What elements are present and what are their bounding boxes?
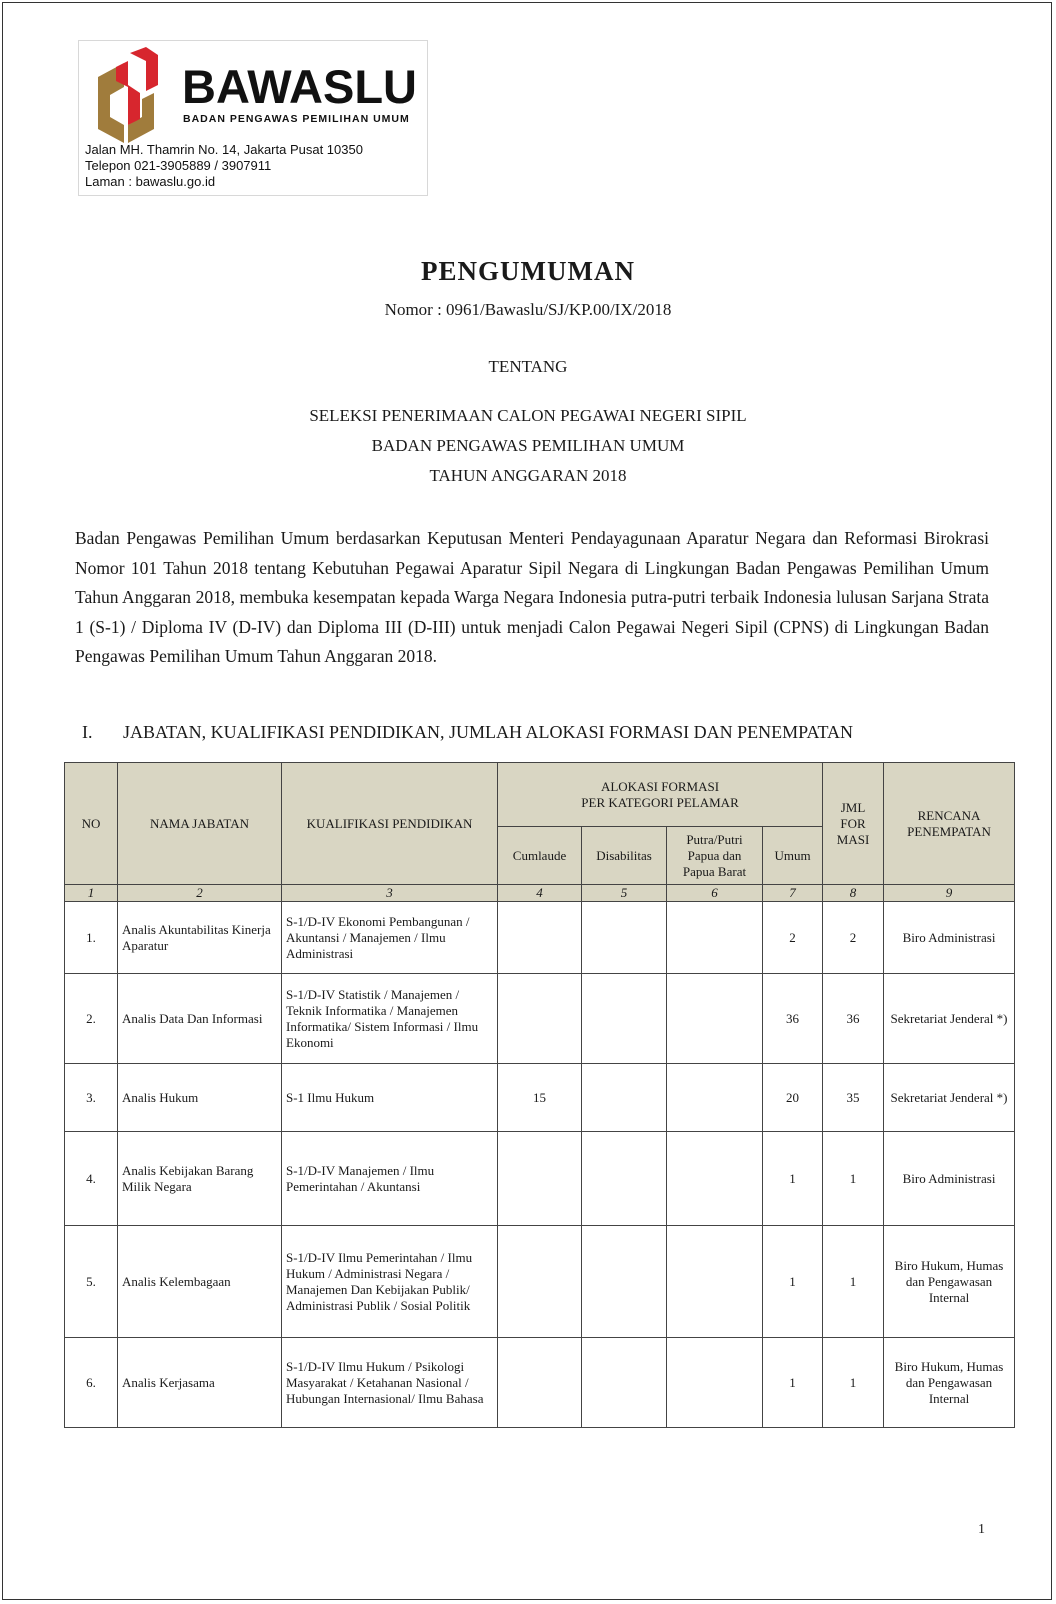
row-nama-jabatan: Analis Kelembagaan bbox=[118, 1226, 282, 1338]
row-umum: 20 bbox=[763, 1064, 823, 1132]
column-number: 8 bbox=[823, 885, 884, 902]
row-penempatan: Biro Administrasi bbox=[884, 1132, 1015, 1226]
subject-line: SELEKSI PENERIMAAN CALON PEGAWAI NEGERI SIPIL bbox=[309, 406, 747, 425]
row-number: 2. bbox=[65, 974, 118, 1064]
header-papua: Putra/Putri Papua dan Papua Barat bbox=[667, 827, 763, 885]
row-cumlaude bbox=[498, 1132, 582, 1226]
subject-line: TAHUN ANGGARAN 2018 bbox=[429, 466, 627, 485]
row-umum: 1 bbox=[763, 1338, 823, 1428]
table-row bbox=[65, 902, 1015, 974]
row-kualifikasi: S-1 Ilmu Hukum bbox=[282, 1064, 498, 1132]
row-jml-formasi: 2 bbox=[823, 902, 884, 974]
row-jml-formasi: 1 bbox=[823, 1226, 884, 1338]
row-disabilitas bbox=[582, 1064, 667, 1132]
column-number-row bbox=[65, 885, 1015, 902]
header-umum: Umum bbox=[763, 827, 823, 885]
row-kualifikasi: S-1/D-IV Ekonomi Pembangunan / Akuntansi / Manajemen / Ilmu Administrasi bbox=[282, 902, 498, 974]
row-penempatan: Biro Hukum, Humas dan Pengawasan Internal bbox=[884, 1226, 1015, 1338]
row-number: 4. bbox=[65, 1132, 118, 1226]
row-disabilitas bbox=[582, 902, 667, 974]
column-number: 6 bbox=[667, 885, 763, 902]
row-cumlaude bbox=[498, 974, 582, 1064]
row-penempatan: Sekretariat Jenderal *) bbox=[884, 1064, 1015, 1132]
header-jml-formasi bbox=[823, 763, 884, 885]
table-row bbox=[65, 1064, 1015, 1132]
header-disabilitas: Disabilitas bbox=[582, 827, 667, 885]
header-alokasi-line: PER KATEGORI PELAMAR bbox=[581, 794, 739, 810]
section-title: JABATAN, KUALIFIKASI PENDIDIKAN, JUMLAH ALOKASI FORMASI DAN PENEMPATAN bbox=[123, 722, 853, 742]
document-number: Nomor : 0961/Bawaslu/SJ/KP.00/IX/2018 bbox=[384, 300, 672, 319]
header-jml-line: JML bbox=[840, 799, 866, 815]
address-line: Jalan MH. Thamrin No. 14, Jakarta Pusat 10350 bbox=[85, 142, 363, 157]
column-number: 9 bbox=[884, 885, 1015, 902]
row-cumlaude bbox=[498, 1338, 582, 1428]
row-umum: 36 bbox=[763, 974, 823, 1064]
row-disabilitas bbox=[582, 1226, 667, 1338]
row-cumlaude bbox=[498, 1226, 582, 1338]
tentang-label: TENTANG bbox=[488, 357, 568, 376]
header-jml-line: MASI bbox=[836, 831, 870, 847]
row-number: 3. bbox=[65, 1064, 118, 1132]
formasi-table bbox=[64, 762, 1015, 1428]
row-disabilitas bbox=[582, 1338, 667, 1428]
header-alokasi bbox=[498, 763, 823, 827]
row-umum: 1 bbox=[763, 1132, 823, 1226]
header-kualifikasi: KUALIFIKASI PENDIDIKAN bbox=[282, 763, 498, 885]
website-line: Laman : bawaslu.go.id bbox=[85, 174, 216, 189]
row-umum: 1 bbox=[763, 1226, 823, 1338]
column-number: 3 bbox=[282, 885, 498, 902]
row-penempatan: Sekretariat Jenderal *) bbox=[884, 974, 1015, 1064]
section-number: I. bbox=[82, 722, 93, 742]
letterhead bbox=[78, 40, 428, 196]
row-kualifikasi: S-1/D-IV Manajemen / Ilmu Pemerintahan / Akuntansi bbox=[282, 1132, 498, 1226]
row-penempatan: Biro Hukum, Humas dan Pengawasan Internal bbox=[884, 1338, 1015, 1428]
brand-name: BAWASLU bbox=[182, 60, 417, 113]
row-papua bbox=[667, 1132, 763, 1226]
row-cumlaude bbox=[498, 902, 582, 974]
row-jml-formasi: 35 bbox=[823, 1064, 884, 1132]
row-penempatan: Biro Administrasi bbox=[884, 902, 1015, 974]
row-papua bbox=[667, 1338, 763, 1428]
row-papua bbox=[667, 902, 763, 974]
row-umum: 2 bbox=[763, 902, 823, 974]
row-papua bbox=[667, 974, 763, 1064]
row-disabilitas bbox=[582, 1132, 667, 1226]
row-nama-jabatan: Analis Kebijakan Barang Milik Negara bbox=[118, 1132, 282, 1226]
column-number: 2 bbox=[118, 885, 282, 902]
row-nama-jabatan: Analis Data Dan Informasi bbox=[118, 974, 282, 1064]
row-kualifikasi: S-1/D-IV Ilmu Pemerintahan / Ilmu Hukum / Administrasi Negara / Manajemen Dan Kebijakan Publik/ Administrasi Publik / Sosial Politik bbox=[282, 1226, 498, 1338]
row-jml-formasi: 1 bbox=[823, 1338, 884, 1428]
page-number: 1 bbox=[978, 1522, 985, 1537]
phone-line: Telepon 021-3905889 / 3907911 bbox=[85, 158, 272, 173]
header-jml-line: FOR bbox=[840, 815, 866, 831]
row-kualifikasi: S-1/D-IV Ilmu Hukum / Psikologi Masyarakat / Ketahanan Nasional / Hubungan Internasional/ Ilmu Bahasa bbox=[282, 1338, 498, 1428]
table-row bbox=[65, 1226, 1015, 1338]
column-number: 4 bbox=[498, 885, 582, 902]
row-kualifikasi: S-1/D-IV Statistik / Manajemen / Teknik Informatika / Manajemen Informatika/ Sistem Informasi / Ilmu Ekonomi bbox=[282, 974, 498, 1064]
row-jml-formasi: 36 bbox=[823, 974, 884, 1064]
column-number: 7 bbox=[763, 885, 823, 902]
column-number: 5 bbox=[582, 885, 667, 902]
row-nama-jabatan: Analis Akuntabilitas Kinerja Aparatur bbox=[118, 902, 282, 974]
row-nama-jabatan: Analis Hukum bbox=[118, 1064, 282, 1132]
table-row bbox=[65, 1338, 1015, 1428]
header-cumlaude: Cumlaude bbox=[498, 827, 582, 885]
header-nama-jabatan: NAMA JABATAN bbox=[118, 763, 282, 885]
intro-paragraph: Badan Pengawas Pemilihan Umum berdasarkan Keputusan Menteri Pendayagunaan Aparatur Negara dan Reformasi Birokrasi Nomor 101 Tahun 2018 tentang Kebutuhan Pegawai Aparatur Sipil Negara di Lingkungan Badan Pengawas Pemilihan Umum Tahun Anggaran 2018, membuka kesempatan kepada Warga Negara Indonesia putra-putri terbaik Indonesia lulusan Sarjana Strata 1 (S-1) / Diploma IV (D-IV) dan Diploma III (D-III) untuk menjadi Calon Pegawai Negeri Sipil (CPNS) di Lingkungan Badan Pengawas Pemilihan Umum Tahun Anggaran 2018. bbox=[75, 528, 989, 666]
row-number: 6. bbox=[65, 1338, 118, 1428]
header-no: NO bbox=[65, 763, 118, 885]
row-papua bbox=[667, 1226, 763, 1338]
bawaslu-logo-icon bbox=[84, 47, 168, 147]
header-alokasi-line: ALOKASI FORMASI bbox=[600, 778, 720, 794]
row-cumlaude: 15 bbox=[498, 1064, 582, 1132]
row-number: 5. bbox=[65, 1226, 118, 1338]
row-nama-jabatan: Analis Kerjasama bbox=[118, 1338, 282, 1428]
subject-line: BADAN PENGAWAS PEMILIHAN UMUM bbox=[371, 436, 685, 455]
header-rencana-penempatan: RENCANA PENEMPATAN bbox=[884, 763, 1015, 885]
row-jml-formasi: 1 bbox=[823, 1132, 884, 1226]
table-row bbox=[65, 974, 1015, 1064]
document-title: PENGUMUMAN bbox=[421, 256, 635, 286]
column-number: 1 bbox=[65, 885, 118, 902]
row-number: 1. bbox=[65, 902, 118, 974]
brand-subtitle: BADAN PENGAWAS PEMILIHAN UMUM bbox=[183, 113, 410, 125]
table-row bbox=[65, 1132, 1015, 1226]
row-papua bbox=[667, 1064, 763, 1132]
row-disabilitas bbox=[582, 974, 667, 1064]
